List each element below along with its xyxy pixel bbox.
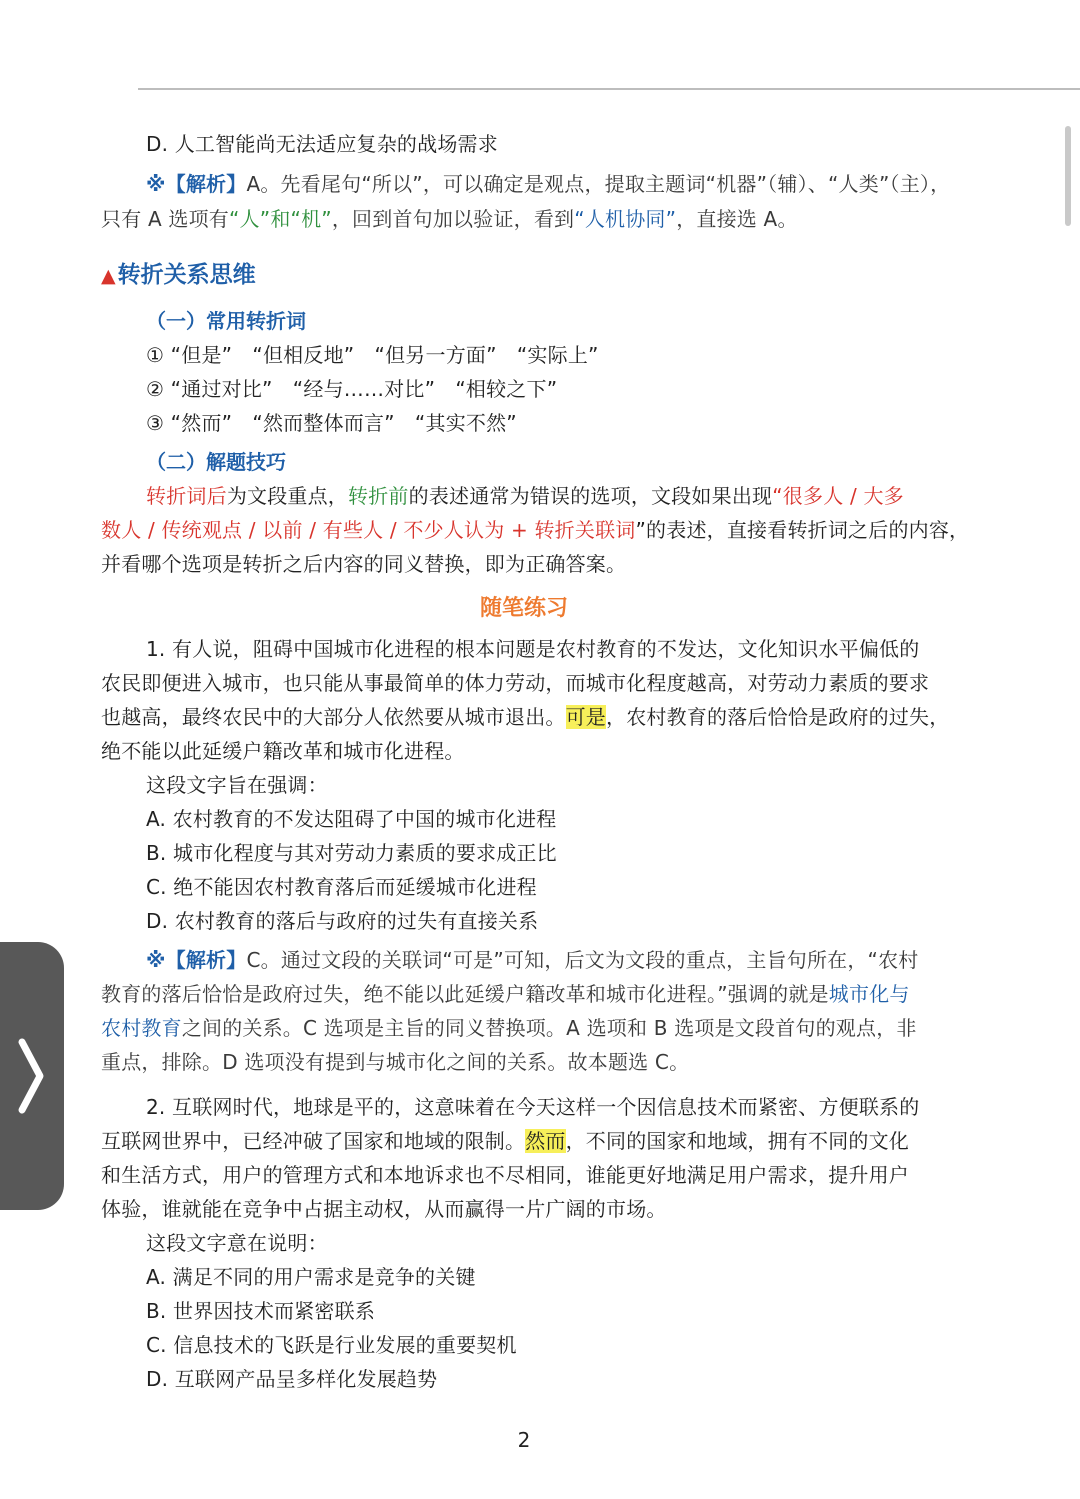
q2-option-d: D. 互联网产品呈多样化发展趋势 <box>146 1367 438 1391</box>
section-title: ▲转折关系思维 <box>101 262 256 288</box>
prev-analysis-line-1: ※【解析】A。先看尾句“所以”，可以确定是观点，提取主题词“机器”（辅）、“人类”（主）， <box>146 172 951 196</box>
tip-line-2: 数人 / 传统观点 / 以前 / 有些人 / 不少人认为 + 转折关联词”的表述，直接看转折词之后的内容， <box>101 518 970 542</box>
analysis-mark: ※【解析】 <box>146 948 247 972</box>
q2-line-1: 2. 互联网时代，地球是平的，这意味着在今天这样一个因信息技术而紧密、方便联系的 <box>146 1095 920 1119</box>
q1-analysis-line-1: ※【解析】C。通过文段的关联词“可是”可知，后文为文段的重点，主旨句所在，“农村 <box>146 948 919 972</box>
q1-analysis-line-2: 教育的落后恰恰是政府过失，绝不能以此延缓户籍改革和城市化进程。”强调的就是城市化与 <box>101 982 910 1006</box>
prev-option-d: D. 人工智能尚无法适应复杂的战场需求 <box>146 132 498 156</box>
q2-option-c: C. 信息技术的飞跃是行业发展的重要契机 <box>146 1333 517 1357</box>
q2-line-2: 互联网世界中，已经冲破了国家和地域的限制。然而，不同的国家和地域，拥有不同的文化 <box>101 1129 910 1153</box>
subsection-title-common-words: （一）常用转折词 <box>146 309 306 333</box>
q1-option-c: C. 绝不能因农村教育落后而延缓城市化进程 <box>146 875 537 899</box>
q1-line-4: 绝不能以此延缓户籍改革和城市化进程。 <box>101 739 465 763</box>
q1-option-b: B. 城市化程度与其对劳动力素质的要求成正比 <box>146 841 557 865</box>
q2-line-4: 体验，谁就能在竞争中占据主动权，从而赢得一片广阔的市场。 <box>101 1197 667 1221</box>
analysis-mark: ※【解析】 <box>146 172 247 196</box>
q1-analysis-line-4: 重点，排除。D 选项没有提到与城市化之间的关系。故本题选 C。 <box>101 1050 690 1074</box>
q1-prompt: 这段文字旨在强调： <box>146 773 328 797</box>
q1-line-3: 也越高，最终农民中的大部分人依然要从城市退出。可是，农村教育的落后恰恰是政府的过失， <box>101 705 950 729</box>
q2-prompt: 这段文字意在说明： <box>146 1231 328 1255</box>
q1-option-a: A. 农村教育的不发达阻碍了中国的城市化进程 <box>146 807 557 831</box>
transition-words-1: ① “但是” “但相反地” “但另一方面” “实际上” <box>146 343 599 367</box>
transition-words-3: ③ “然而” “然而整体而言” “其实不然” <box>146 411 517 435</box>
scrollbar-thumb[interactable] <box>1065 126 1071 226</box>
q2-option-a: A. 满足不同的用户需求是竞争的关键 <box>146 1265 476 1289</box>
highlight-keyword: 可是 <box>565 705 607 729</box>
red-triangle-icon: ▲ <box>101 265 116 287</box>
q2-line-3: 和生活方式，用户的管理方式和本地诉求也不尽相同，谁能更好地满足用户需求，提升用户 <box>101 1163 909 1187</box>
subsection-title-techniques: （二）解题技巧 <box>146 450 286 474</box>
practice-title: 随笔练习 <box>479 596 568 621</box>
page-number: 2 <box>517 1428 531 1452</box>
tip-line-3: 并看哪个选项是转折之后内容的同义替换，即为正确答案。 <box>101 552 627 576</box>
header-rule <box>138 88 1080 90</box>
next-page-handle[interactable] <box>0 942 64 1210</box>
q1-line-2: 农民即便进入城市，也只能从事最简单的体力劳动，而城市化程度越高，对劳动力素质的要求 <box>101 671 930 695</box>
q1-option-d: D. 农村教育的落后与政府的过失有直接关系 <box>146 909 539 933</box>
chevron-right-icon <box>16 1036 46 1116</box>
transition-words-2: ② “通过对比” “经与……对比” “相较之下” <box>146 377 558 401</box>
highlight-keyword: 然而 <box>525 1129 566 1153</box>
tip-line-1: 转折词后为文段重点，转折前的表述通常为错误的选项，文段如果出现“很多人 / 大多 <box>146 484 904 508</box>
q1-analysis-line-3: 农村教育之间的关系。C 选项是主旨的同义替换项。A 选项和 B 选项是文段首句的观点，非 <box>101 1016 917 1040</box>
q2-option-b: B. 世界因技术而紧密联系 <box>146 1299 376 1323</box>
q1-line-1: 1. 有人说，阻碍中国城市化进程的根本问题是农村教育的不发达，文化知识水平偏低的 <box>146 637 920 661</box>
prev-analysis-line-2: 只有 A 选项有“人”和“机”，回到首句加以验证，看到“人机协同”，直接选 A。 <box>101 207 798 231</box>
